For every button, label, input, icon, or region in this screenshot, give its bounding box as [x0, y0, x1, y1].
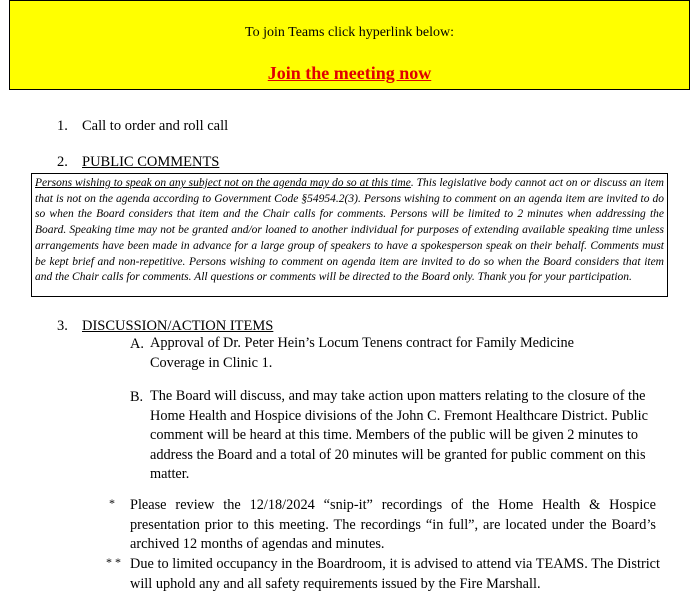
item-a-text: Approval of Dr. Peter Hein’s Locum Tenens contract for Family Medicine Coverage in Clinic 1. [150, 335, 574, 371]
item-b-label: B. [130, 389, 144, 405]
note-1-text: Please review the 12/18/2024 “snip-it” recordings of the Home Health & Hospice presentation prior to this meeting. The recordings “in full”, are located under the Board’s archived 12 months of agendas and minutes. [130, 497, 656, 552]
join-meeting-link[interactable]: Join the meeting now [267, 63, 432, 83]
note-1-mark: * [109, 496, 115, 510]
section-number: 2. [57, 154, 68, 170]
section-title: PUBLIC COMMENTS [82, 154, 220, 170]
banner-intro-text: To join Teams click hyperlink below: [245, 25, 454, 40]
public-comments-body: . This legislative body cannot act on or discuss an item that is not on the agenda according to Government Code §54954.2(3). Persons wishing to comment on an agenda item are invited to do so when the Board considers that item and the Chair calls for comments. Persons will be limited to 2 minutes when addressing the Board. Speaking time may not be granted and/or loaned to another individual for purposes of extending available speaking time unless arrangements have been made in advance for a large group of speakers to have a spokesperson speak on their behalf. Comments must be kept brief and non-repetitive. Persons wishing to comment on agenda item are invited to do so when the Board considers that item and the Chair calls for comments. All questions or comments will be directed to the Board only. Thank you for your participation. [35, 177, 664, 284]
note-2-mark: * * [106, 555, 121, 569]
section-title: Call to order and roll call [82, 118, 229, 134]
section-title: DISCUSSION/ACTION ITEMS [82, 318, 274, 334]
item-a-label: A. [130, 336, 144, 352]
note-2-text: Due to limited occupancy in the Boardroom, it is advised to attend via TEAMS. The District will uphold any and all safety requirements issued by the Fire Marshall. [130, 556, 660, 592]
public-comments-lead: Persons wishing to speak on any subject not on the agenda may do so at this time [35, 177, 411, 189]
teams-banner [9, 0, 690, 90]
section-number: 3. [57, 318, 68, 334]
item-b-text: The Board will discuss, and may take action upon matters relating to the closure of the Home Health and Hospice divisions of the John C. Fremont Healthcare District. Public comment will be heard at this time. Members of the public will be given 2 minutes to address the Board and a total of 20 minutes will be granted for public comment on this matter. [150, 388, 648, 482]
section-number: 1. [57, 118, 68, 134]
public-comments-box [31, 173, 668, 297]
